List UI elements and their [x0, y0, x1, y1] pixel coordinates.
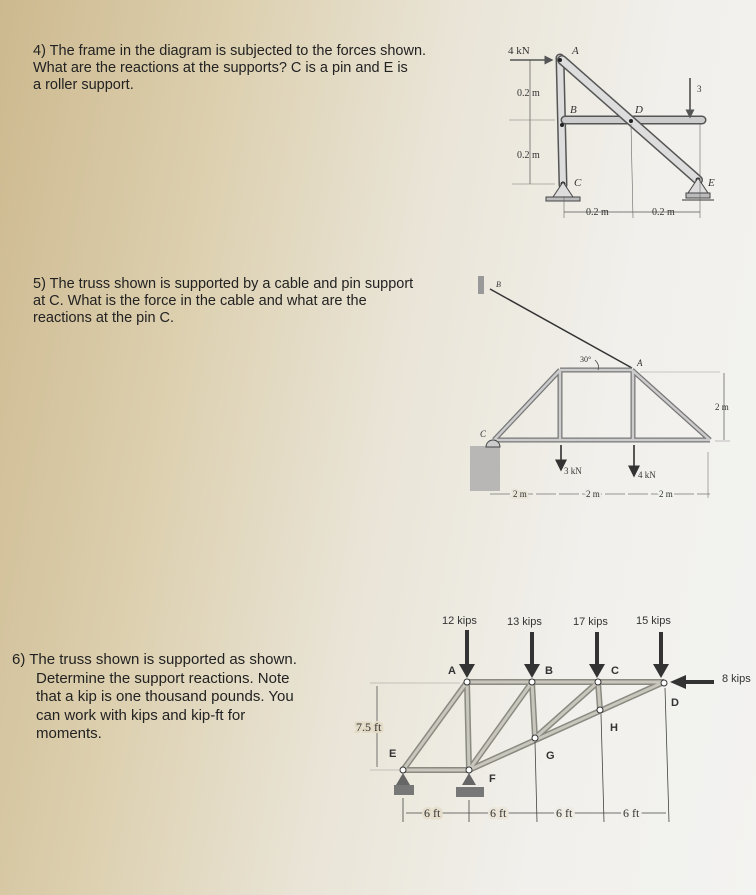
text-line: moments. — [36, 725, 102, 742]
node-label: H — [610, 722, 618, 734]
dimension-label: 0.2 m — [652, 207, 675, 218]
text-line: that a kip is one thousand pounds. You — [36, 688, 294, 705]
dimension-label: 6 ft — [490, 806, 507, 820]
node-label: A — [448, 665, 456, 677]
kip-truss-diagram — [356, 615, 751, 822]
text-line: reactions at the pin C. — [33, 310, 175, 326]
load-label: 15 kips — [636, 615, 671, 627]
node-label: D — [671, 697, 679, 709]
text-line: Determine the support reactions. Note — [36, 669, 290, 687]
dimension-label: 0.2 m — [517, 150, 540, 161]
text-line: What are the reactions at the supports? C is a pin and E is — [33, 60, 408, 76]
dimension-label: 6 ft — [424, 806, 441, 820]
node-label: B — [545, 665, 553, 677]
dimension-label: 0.2 m — [586, 207, 609, 218]
force-label: 4 kN — [508, 45, 530, 57]
node-label: C — [480, 429, 487, 439]
angle-label: 30° — [580, 355, 592, 364]
dimension-label: 2 m — [513, 489, 527, 499]
node-label: B — [496, 280, 501, 289]
load-label: 12 kips — [442, 615, 477, 627]
node-label: G — [546, 750, 555, 762]
text-line: a roller support. — [33, 77, 134, 93]
text-line: 5) The truss shown is supported by a cable and pin support — [33, 276, 414, 292]
cable-truss-diagram — [470, 276, 730, 499]
node-label: E — [389, 748, 397, 760]
dimension-label: 6 ft — [623, 806, 640, 820]
dimension-label: 0.2 m — [517, 88, 540, 99]
node-label: C — [611, 665, 619, 677]
node-label: A — [572, 45, 579, 57]
frame-diagram — [508, 45, 715, 218]
node-label: B — [570, 104, 577, 116]
node-label: A — [637, 358, 643, 368]
text-line: 6) The truss shown is supported as shown. — [12, 651, 297, 668]
dimension-label: 2 m — [586, 489, 600, 499]
load-label: 17 kips — [573, 616, 608, 628]
node-label: C — [574, 177, 582, 189]
load-label: 3 kN — [564, 466, 582, 476]
dimension-label: 2 m — [659, 489, 673, 499]
dimension-label: 2 m — [715, 402, 729, 412]
text-line: at C. What is the force in the cable and what are the — [33, 293, 367, 309]
node-label: F — [489, 773, 496, 785]
load-label: 8 kips — [722, 673, 751, 685]
node-label: E — [708, 177, 715, 189]
load-label: 13 kips — [507, 616, 542, 628]
force-label: 3 — [697, 84, 702, 94]
dimension-label: 6 ft — [556, 806, 573, 820]
node-label: D — [635, 104, 643, 116]
text-line: 4) The frame in the diagram is subjected to the forces shown. — [33, 43, 427, 59]
text-line: can work with kips and kip-ft for — [36, 706, 246, 724]
load-label: 4 kN — [638, 470, 656, 480]
dimension-label: 7.5 ft — [356, 720, 382, 734]
